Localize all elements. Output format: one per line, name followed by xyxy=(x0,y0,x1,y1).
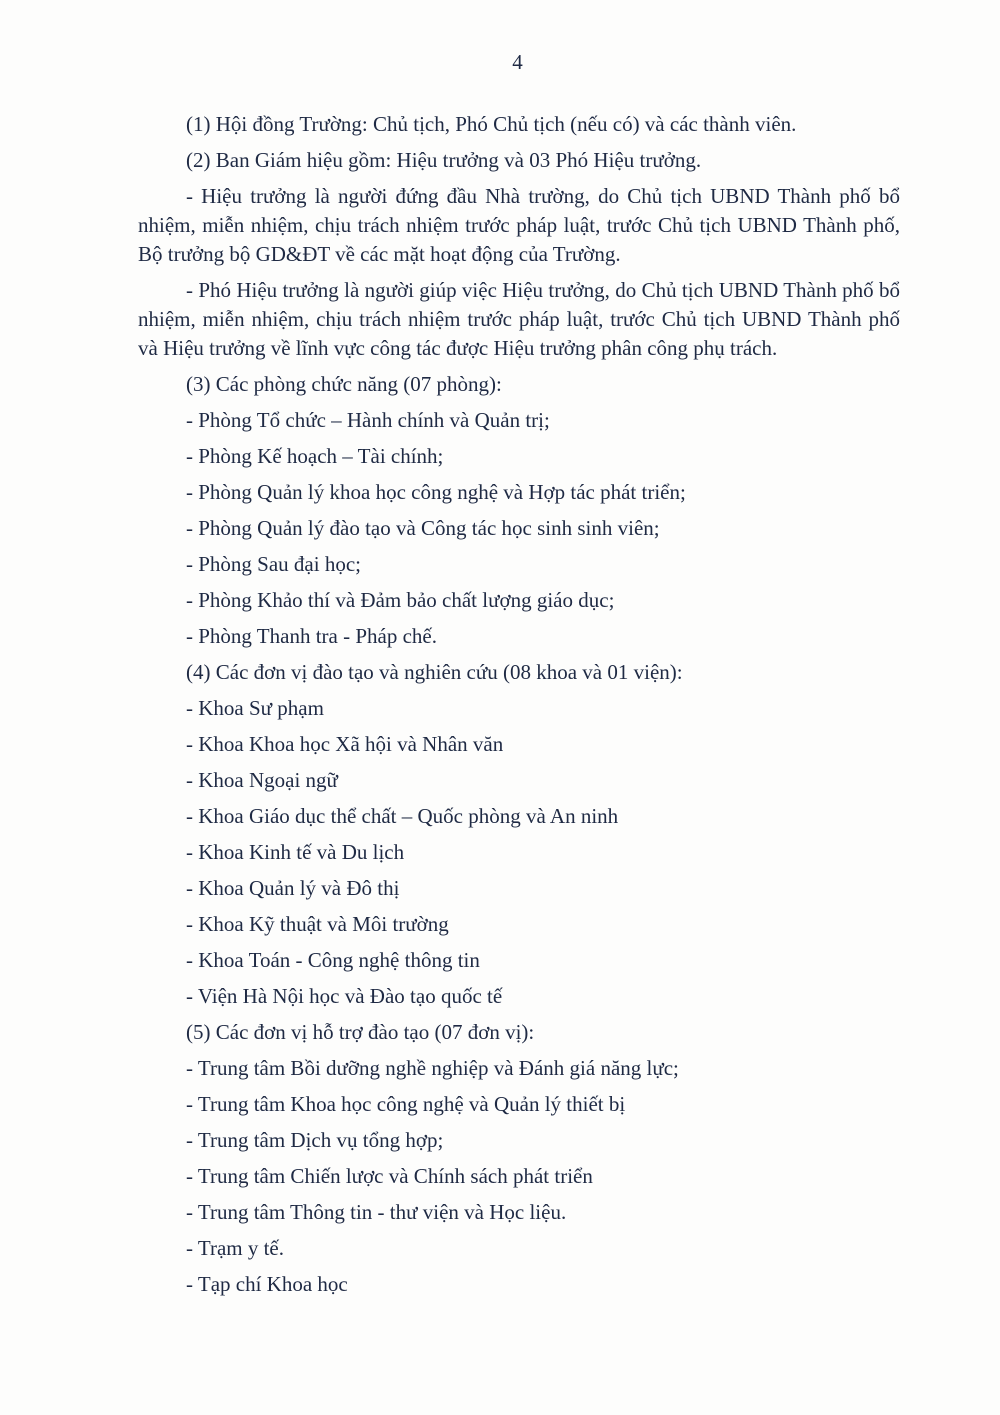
list-item: - Khoa Kinh tế và Du lịch xyxy=(186,840,405,864)
list-item: - Phòng Khảo thí và Đảm bảo chất lượng giáo dục; xyxy=(186,588,615,612)
list-item: - Phòng Thanh tra - Pháp chế. xyxy=(186,624,437,648)
list-item: - Phòng Kế hoạch – Tài chính; xyxy=(186,444,444,468)
list-item: - Khoa Giáo dục thể chất – Quốc phòng và An ninh xyxy=(186,804,619,828)
list-item: - Viện Hà Nội học và Đào tạo quốc tế xyxy=(186,984,503,1008)
list-item: - Phòng Quản lý khoa học công nghệ và Hợp tác phát triển; xyxy=(186,480,686,504)
list-item: - Trung tâm Bồi dưỡng nghề nghiệp và Đánh giá năng lực; xyxy=(186,1056,679,1080)
list-item: - Trung tâm Thông tin - thư viện và Học liệu. xyxy=(186,1200,567,1224)
list-item: - Khoa Ngoại ngữ xyxy=(186,768,338,792)
document-body xyxy=(138,110,900,1306)
list-item: - Trung tâm Dịch vụ tổng hợp; xyxy=(186,1128,444,1152)
list-item: - Trung tâm Khoa học công nghệ và Quản lý thiết bị xyxy=(186,1092,626,1116)
section-heading: (2) Ban Giám hiệu gồm: Hiệu trưởng và 03 Phó Hiệu trưởng. xyxy=(186,148,702,172)
list-item: - Tạp chí Khoa học xyxy=(186,1272,348,1296)
page-number: 4 xyxy=(512,50,523,74)
section-heading: (3) Các phòng chức năng (07 phòng): xyxy=(186,372,502,396)
section-heading: (4) Các đơn vị đào tạo và nghiên cứu (08 khoa và 01 viện): xyxy=(186,660,683,684)
list-item: - Khoa Sư phạm xyxy=(186,696,324,720)
section-heading: (1) Hội đồng Trường: Chủ tịch, Phó Chủ tịch (nếu có) và các thành viên. xyxy=(186,112,797,136)
list-item: - Phòng Tổ chức – Hành chính và Quản trị; xyxy=(186,408,550,432)
list-item: - Trung tâm Chiến lược và Chính sách phát triển xyxy=(186,1164,593,1188)
list-item: - Khoa Quản lý và Đô thị xyxy=(186,876,400,900)
list-item: - Phòng Sau đại học; xyxy=(186,552,361,576)
list-item: - Phòng Quản lý đào tạo và Công tác học sinh sinh viên; xyxy=(186,516,660,540)
list-item: - Khoa Khoa học Xã hội và Nhân văn xyxy=(186,732,504,756)
section-heading: (5) Các đơn vị hỗ trợ đào tạo (07 đơn vị): xyxy=(186,1020,535,1044)
list-item: - Trạm y tế. xyxy=(186,1236,285,1260)
paragraph: - Phó Hiệu trưởng là người giúp việc Hiệu trưởng, do Chủ tịch UBND Thành phố bổ nhiệm, miễn nhiệm, chịu trách nhiệm trước pháp luật, trước Chủ tịch UBND Thành phố và Hiệu trưởng về lĩnh vực công tác được Hiệu trưởng phân công phụ trách. xyxy=(138,278,900,360)
paragraph: - Hiệu trưởng là người đứng đầu Nhà trường, do Chủ tịch UBND Thành phố bổ nhiệm, miễn nhiệm, chịu trách nhiệm trước pháp luật, trước Chủ tịch UBND Thành phố, Bộ trưởng bộ GD&ĐT về các mặt hoạt động của Trường. xyxy=(138,184,900,266)
list-item: - Khoa Toán - Công nghệ thông tin xyxy=(186,948,480,972)
list-item: - Khoa Kỹ thuật và Môi trường xyxy=(186,912,449,936)
